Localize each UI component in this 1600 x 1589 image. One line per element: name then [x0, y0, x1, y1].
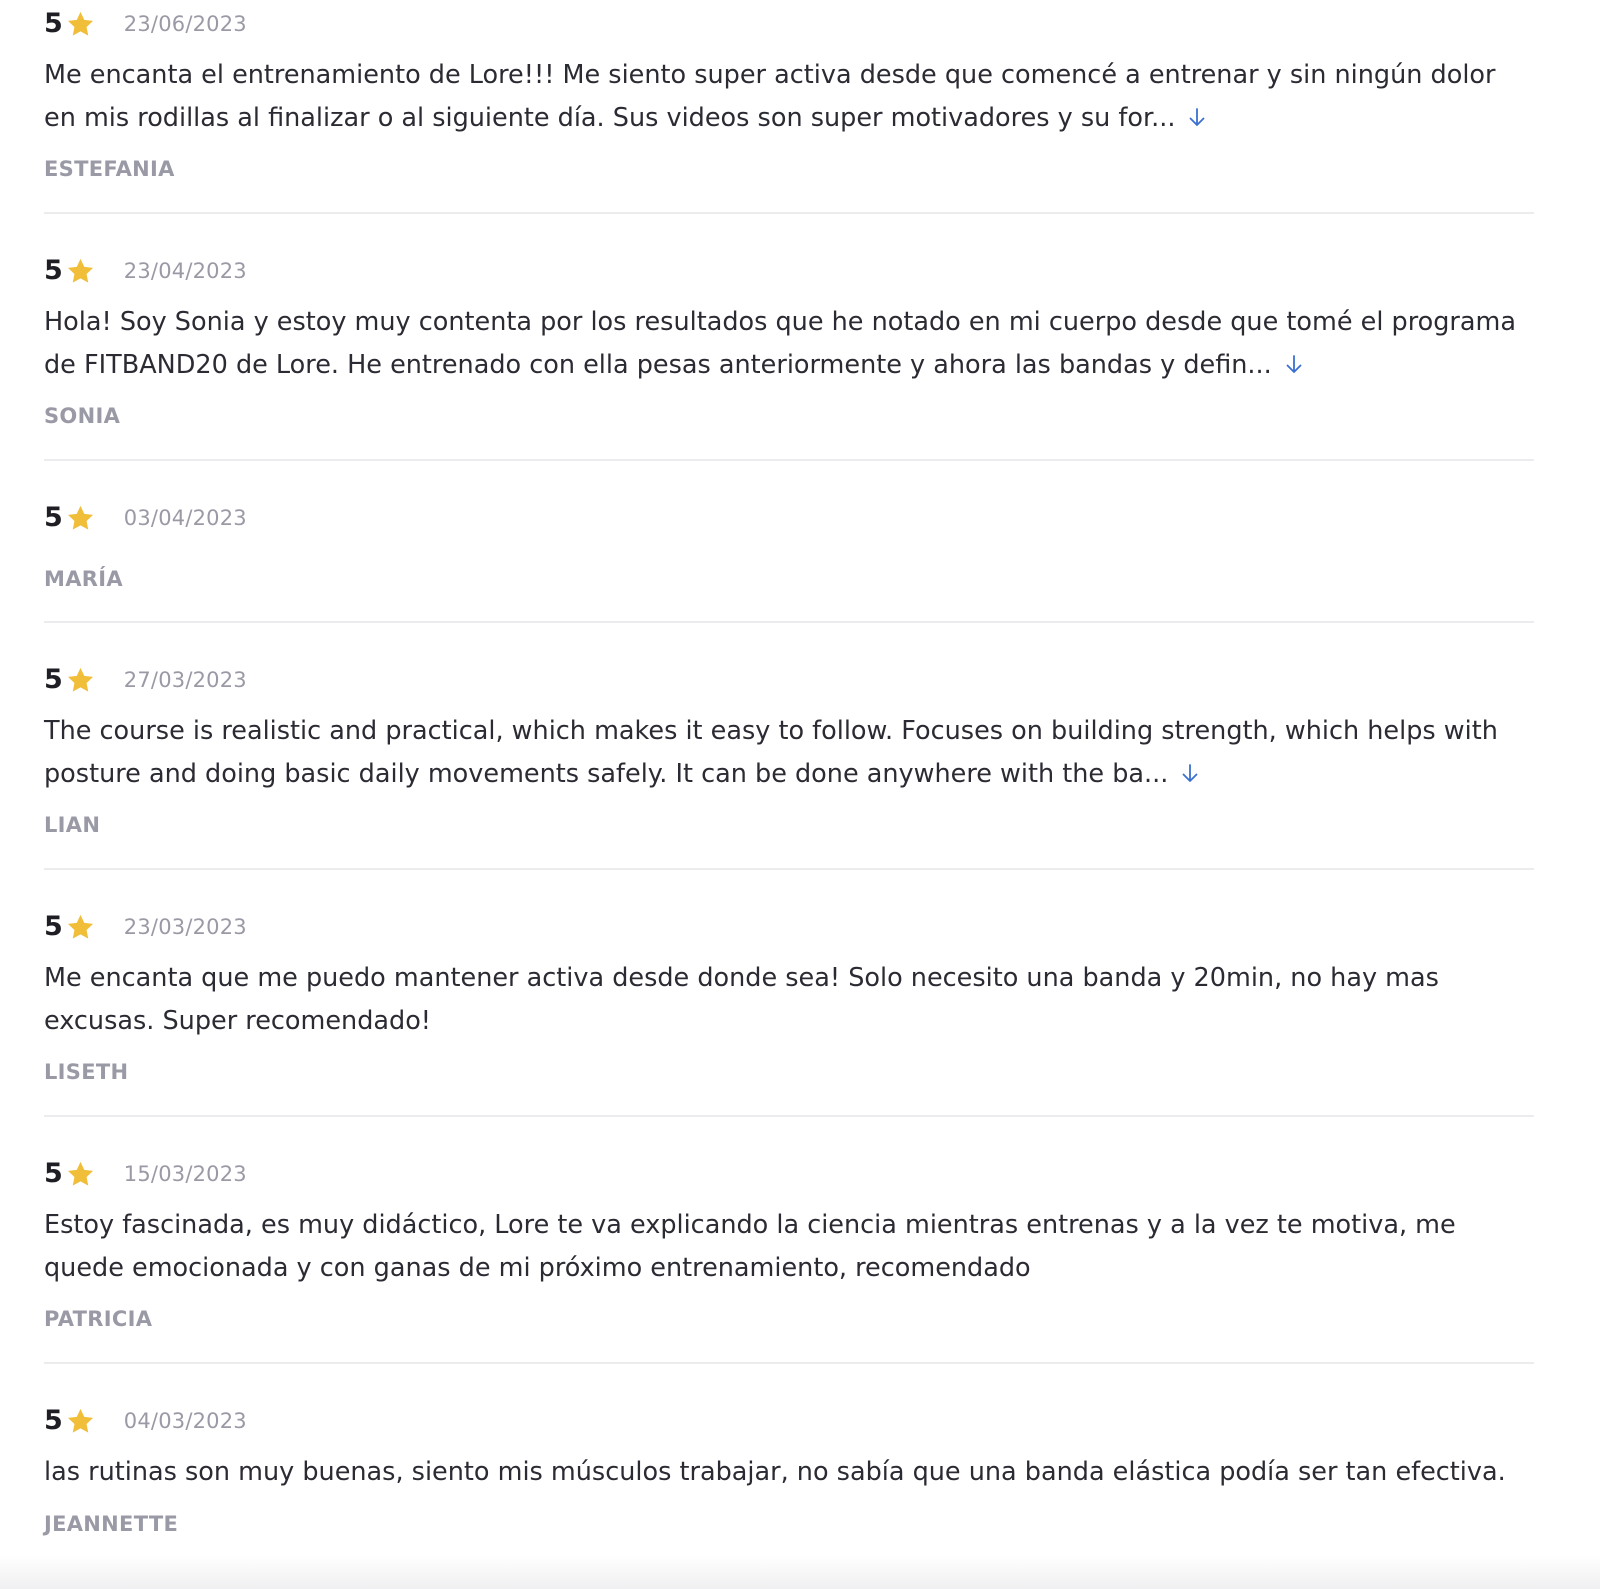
review-text-content: Hola! Soy Sonia y estoy muy contenta por los resultados que he notado en mi cuerpo desde que tomé el programa de FITBAND20 de Lore. He entrenado con ella pesas anteriormente y ahora las bandas y defin... — [44, 307, 1516, 380]
reviewer-name: MARÍA — [44, 567, 123, 591]
bottom-fade — [0, 1555, 1600, 1589]
rating-value: 5 — [44, 1405, 63, 1436]
star-icon — [65, 256, 96, 287]
reviews-list — [44, 0, 1534, 1589]
rating-value: 5 — [44, 255, 63, 286]
rating-row — [44, 254, 247, 288]
review-date: 15/03/2023 — [123, 1162, 247, 1186]
rating-row — [44, 501, 247, 535]
reviewer-name: LIAN — [44, 813, 101, 837]
review-text — [44, 1204, 1534, 1290]
review-text — [44, 1451, 1534, 1494]
rating-value: 5 — [44, 1158, 63, 1189]
review-item — [44, 623, 1534, 870]
review-date: 27/03/2023 — [123, 668, 247, 692]
arrow-down-icon[interactable] — [1180, 763, 1200, 785]
rating-row — [44, 910, 247, 944]
rating-row — [44, 1157, 247, 1191]
review-date: 03/04/2023 — [123, 506, 247, 530]
review-date: 23/03/2023 — [123, 915, 247, 939]
rating-row — [44, 663, 247, 697]
rating-row — [44, 7, 247, 41]
review-text — [44, 301, 1534, 387]
review-date: 23/04/2023 — [123, 259, 247, 283]
star-icon — [65, 1406, 96, 1437]
rating-value: 5 — [44, 664, 63, 695]
reviewer-name: ESTEFANIA — [44, 157, 175, 181]
rating-value: 5 — [44, 8, 63, 39]
review-text — [44, 710, 1534, 796]
reviewer-name: PATRICIA — [44, 1307, 153, 1331]
review-date: 23/06/2023 — [123, 12, 247, 36]
review-item — [44, 461, 1534, 623]
review-text-content: las rutinas son muy buenas, siento mis músculos trabajar, no sabía que una banda elástica podía ser tan efectiva. — [44, 1457, 1506, 1487]
star-icon — [65, 9, 96, 40]
review-item — [44, 870, 1534, 1117]
star-icon — [65, 503, 96, 534]
review-item — [44, 1117, 1534, 1364]
rating-row — [44, 1404, 247, 1438]
arrow-down-icon[interactable] — [1284, 354, 1304, 376]
review-text-content: Estoy fascinada, es muy didáctico, Lore te va explicando la ciencia mientras entrenas y a la vez te motiva, me quede emocionada y con ganas de mi próximo entrenamiento, recomendado — [44, 1210, 1456, 1283]
rating-value: 5 — [44, 911, 63, 942]
star-icon — [65, 1159, 96, 1190]
review-item — [44, 0, 1534, 214]
reviewer-name: SONIA — [44, 404, 121, 428]
reviewer-name: JEANNETTE — [44, 1512, 179, 1536]
star-icon — [65, 665, 96, 696]
review-date: 04/03/2023 — [123, 1409, 247, 1433]
reviewer-name: LISETH — [44, 1060, 129, 1084]
rating-value: 5 — [44, 502, 63, 533]
arrow-down-icon[interactable] — [1187, 107, 1207, 129]
review-text — [44, 957, 1534, 1043]
review-text-content: The course is realistic and practical, which makes it easy to follow. Focuses on building strength, which helps with posture and doing basic daily movements safely. It can be done anywhere with the ba... — [44, 716, 1498, 789]
star-icon — [65, 912, 96, 943]
review-text-content: Me encanta el entrenamiento de Lore!!! Me siento super activa desde que comencé a entrenar y sin ningún dolor en mis rodillas al finalizar o al siguiente día. Sus videos son super motivadores y su for... — [44, 60, 1496, 133]
review-text — [44, 54, 1534, 140]
review-item — [44, 214, 1534, 461]
review-text-content: Me encanta que me puedo mantener activa desde donde sea! Solo necesito una banda y 20min, no hay mas excusas. Super recomendado! — [44, 963, 1439, 1036]
